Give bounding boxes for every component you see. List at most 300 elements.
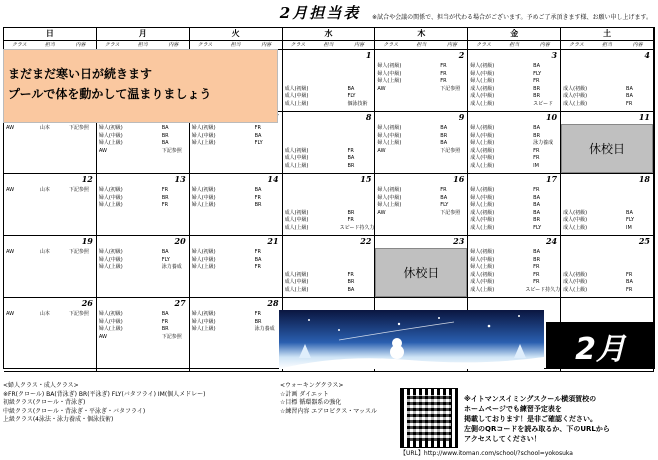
- class-name: 婦人(初級): [377, 63, 402, 69]
- day-number: 24: [545, 236, 558, 246]
- lesson-content: BR: [161, 194, 169, 201]
- class-name: 婦人(中級): [191, 318, 216, 325]
- instructor: [312, 225, 337, 233]
- instructor: [316, 279, 345, 287]
- lesson-list: [468, 63, 560, 109]
- class-name: AW: [377, 147, 386, 154]
- lesson-row: [190, 202, 282, 210]
- sub-header-label: クラス: [383, 42, 399, 48]
- class-name: 成人(上級): [563, 286, 588, 293]
- notice-text: ※試合や会議の関係で、担当が代わる場合がございます。予めご了承頂きます様、お願い申し上げます。: [372, 14, 652, 21]
- legend-line: 上級クラス(4泳法・泳力養成・個泳技術): [3, 416, 114, 423]
- lesson-content: [345, 187, 374, 195]
- lesson-list: [4, 311, 96, 319]
- instructor: [131, 125, 160, 133]
- instructor: [224, 187, 253, 195]
- lesson-content: BA: [161, 140, 169, 147]
- day-number: 15: [360, 174, 372, 184]
- instructor: [409, 133, 438, 141]
- lesson-content: BA: [533, 202, 541, 209]
- instructor: [316, 86, 345, 94]
- lesson-row: [283, 63, 375, 71]
- lesson-content: [345, 264, 374, 272]
- lesson-content: BR: [533, 93, 541, 100]
- lesson-row: [283, 279, 375, 287]
- class-name: 成人(初級): [284, 85, 309, 92]
- lesson-content: FR: [254, 311, 261, 317]
- walking-line: ☆目標 循環器系の強化: [280, 399, 342, 406]
- class-name: 婦人(上級): [470, 264, 495, 271]
- lesson-content: [624, 195, 653, 203]
- lesson-row: [468, 63, 560, 71]
- sub-header-label: 内容: [75, 42, 86, 48]
- legend-line: 初級クラス(クロール・背泳ぎ): [3, 399, 86, 406]
- lesson-content: 泳力養成: [533, 140, 554, 147]
- lesson-row: [190, 264, 282, 272]
- lesson-row: [561, 225, 653, 233]
- lesson-content: BA: [347, 155, 355, 162]
- instructor: [502, 155, 531, 163]
- class-name: [561, 63, 595, 71]
- closed-day-label: 休校日: [561, 124, 653, 173]
- instructor: [595, 101, 624, 109]
- instructor: [131, 187, 160, 195]
- day-number: 13: [174, 174, 186, 184]
- lesson-row: [283, 78, 375, 86]
- instructor: [316, 264, 345, 272]
- lesson-row: [468, 78, 560, 86]
- lesson-content: FR: [347, 271, 354, 278]
- lesson-content: FLY: [161, 256, 170, 263]
- instructor: [131, 311, 160, 319]
- class-name: 成人(上級): [284, 286, 309, 293]
- sub-header-label: クラス: [569, 42, 584, 48]
- instructor: [502, 101, 531, 109]
- lesson-row: [4, 125, 96, 133]
- instructor: [502, 257, 531, 265]
- lesson-row: [375, 140, 467, 148]
- class-name: 成人(中級): [470, 155, 495, 162]
- lesson-row: [283, 249, 375, 257]
- lesson-content: BR: [254, 202, 262, 209]
- class-name: 婦人(上級): [377, 202, 402, 209]
- class-name: 成人(中級): [284, 155, 309, 162]
- class-name: [561, 71, 595, 79]
- instructor: [595, 210, 624, 218]
- lesson-content: 泳力養成: [254, 326, 275, 333]
- lesson-row: [561, 202, 653, 210]
- day-cell: [561, 50, 654, 112]
- instructor: [316, 202, 345, 210]
- lesson-row: [283, 163, 375, 171]
- class-name: AW: [6, 249, 15, 255]
- lesson-content: BA: [347, 85, 355, 92]
- lesson-row: [190, 140, 282, 148]
- class-name: [283, 63, 317, 71]
- lesson-content: スピード: [533, 100, 553, 107]
- class-name: 婦人(中級): [470, 70, 495, 77]
- lesson-content: FLY: [626, 217, 635, 224]
- class-name: 成人(上級): [470, 100, 495, 107]
- sub-header-label: クラス: [290, 42, 306, 48]
- day-number: 3: [551, 50, 558, 60]
- class-name: 婦人(上級): [191, 202, 216, 209]
- lesson-content: BR: [254, 318, 262, 325]
- lesson-list: [283, 125, 375, 171]
- day-cell: [190, 236, 283, 298]
- lesson-content: FLY: [347, 93, 356, 100]
- lesson-content: [345, 249, 374, 257]
- lesson-content: FR: [161, 318, 169, 325]
- website-line: ※イトマンスイミングスクール横須賀校の: [464, 395, 597, 403]
- day-header: 日: [4, 28, 97, 41]
- instructor: [409, 187, 438, 195]
- class-name: 婦人(中級): [377, 70, 402, 77]
- class-name: 婦人(上級): [470, 140, 495, 147]
- instructor: [409, 86, 438, 94]
- lesson-content: BA: [533, 249, 541, 255]
- lesson-list: [283, 187, 375, 233]
- lesson-row: [190, 311, 282, 319]
- instructor: [131, 140, 160, 148]
- instructor: [502, 187, 531, 195]
- class-name: 成人(中級): [284, 217, 309, 224]
- lesson-row: [468, 287, 560, 295]
- lesson-row: [468, 155, 560, 163]
- lesson-row: [190, 125, 282, 133]
- class-name: 成人(上級): [470, 286, 495, 293]
- class-name: 婦人(上級): [377, 140, 402, 147]
- day-cell: [468, 50, 561, 112]
- lesson-content: FR: [533, 78, 540, 85]
- lesson-row: [97, 311, 189, 319]
- lesson-content: [345, 257, 374, 265]
- instructor: [409, 210, 438, 218]
- lesson-row: [283, 101, 375, 109]
- lesson-row: [561, 257, 653, 265]
- class-name: 婦人(中級): [98, 194, 123, 201]
- instructor: 山本: [39, 187, 50, 193]
- lesson-content: BA: [533, 125, 541, 131]
- instructor: [131, 148, 160, 156]
- day-cell: [97, 298, 190, 372]
- lesson-content: FR: [533, 155, 540, 162]
- lesson-content: 下記参照: [68, 125, 89, 131]
- sub-header-label: 担当: [323, 42, 334, 48]
- lesson-content: [345, 63, 374, 71]
- class-name: [283, 78, 317, 86]
- day-header: 木: [375, 28, 468, 41]
- lesson-list: [283, 249, 375, 295]
- instructor: [224, 311, 253, 319]
- lesson-row: [468, 93, 560, 101]
- instructor: [502, 78, 531, 86]
- sub-header-label: クラス: [104, 42, 120, 48]
- lesson-row: [468, 187, 560, 195]
- instructor: [502, 71, 531, 79]
- instructor: [224, 140, 253, 148]
- lesson-list: [283, 63, 375, 109]
- lesson-list: [561, 63, 653, 109]
- sub-header-label: 担当: [416, 42, 427, 48]
- instructor: [131, 326, 160, 334]
- lesson-row: [97, 264, 189, 272]
- instructor: [595, 93, 624, 101]
- day-header: 金: [468, 28, 561, 41]
- day-cell: [375, 112, 468, 174]
- class-name: 婦人(初級): [191, 311, 216, 317]
- lesson-row: [97, 249, 189, 257]
- class-name: [283, 202, 317, 210]
- instructor: [502, 140, 531, 148]
- class-name: 成人(中級): [470, 279, 495, 286]
- lesson-row: [468, 264, 560, 272]
- instructor: [316, 195, 345, 203]
- day-cell: [561, 174, 654, 236]
- lesson-row: [97, 202, 189, 210]
- lesson-content: BA: [254, 256, 262, 263]
- lesson-content: 下記参照: [161, 147, 182, 154]
- instructor: [224, 249, 253, 257]
- lesson-list: [97, 125, 189, 155]
- lesson-row: [283, 287, 375, 295]
- lesson-content: FR: [161, 187, 169, 193]
- class-name: 婦人(中級): [191, 256, 216, 263]
- lesson-content: BA: [161, 125, 169, 131]
- class-name: 成人(上級): [284, 100, 309, 107]
- lesson-content: BR: [533, 256, 541, 263]
- message-box: [3, 49, 278, 123]
- website-url-link[interactable]: 【URL】http://www.itoman.com/school/?school=yokosuka: [400, 450, 573, 457]
- instructor: [502, 195, 531, 203]
- class-name: 成人(初級): [470, 147, 495, 154]
- class-name: 成人(初級): [284, 209, 309, 216]
- day-number: 17: [545, 174, 558, 184]
- lesson-row: [468, 249, 560, 257]
- lesson-row: [97, 334, 189, 342]
- day-header: 土: [561, 28, 654, 41]
- instructor: [409, 71, 438, 79]
- lesson-list: [375, 187, 467, 217]
- lesson-row: [561, 249, 653, 257]
- instructor: [502, 210, 531, 218]
- class-name: 成人(上級): [470, 162, 495, 169]
- lesson-content: BR: [533, 132, 541, 139]
- lesson-row: [468, 101, 560, 109]
- lesson-row: [468, 125, 560, 133]
- class-name: 婦人(初級): [98, 249, 123, 255]
- instructor: [224, 125, 253, 133]
- lesson-content: BA: [626, 279, 633, 286]
- instructor: [316, 155, 345, 163]
- lesson-row: [283, 93, 375, 101]
- lesson-content: FR: [254, 249, 261, 255]
- class-name: 婦人(中級): [470, 256, 495, 263]
- day-cell: [97, 236, 190, 298]
- sub-header-label: クラス: [476, 42, 492, 48]
- class-name: 婦人(上級): [98, 326, 123, 333]
- lesson-list: [468, 249, 560, 295]
- lesson-row: [97, 125, 189, 133]
- lesson-row: [4, 311, 96, 319]
- lesson-list: [97, 311, 189, 341]
- lesson-content: FR: [161, 202, 169, 209]
- day-cell: [375, 236, 468, 298]
- lesson-row: [375, 148, 467, 156]
- day-cell: [375, 50, 468, 112]
- class-name: [561, 202, 595, 210]
- day-header: 月: [97, 28, 190, 41]
- sub-header: [561, 41, 654, 50]
- lesson-content: BR: [347, 279, 355, 286]
- lesson-content: FLY: [254, 140, 263, 147]
- instructor: [502, 202, 531, 210]
- day-cell: [190, 298, 283, 372]
- sub-header-label: 内容: [539, 42, 550, 48]
- qr-code-icon[interactable]: [400, 388, 458, 448]
- lesson-content: FR: [533, 187, 540, 193]
- instructor: [502, 272, 531, 280]
- instructor: [131, 319, 160, 327]
- instructor: [316, 140, 345, 148]
- page-title: 2月担当表: [279, 4, 361, 22]
- class-name: 婦人(中級): [377, 132, 402, 139]
- day-number: 10: [545, 112, 558, 122]
- instructor: [502, 93, 531, 101]
- class-name: 成人(初級): [470, 85, 495, 92]
- website-line: 左側のQRコードを読み取るか、下のURLから: [464, 425, 610, 433]
- lesson-content: [624, 187, 653, 195]
- lesson-row: [561, 217, 653, 225]
- instructor: [316, 101, 345, 109]
- class-name: [561, 249, 595, 257]
- instructor: [502, 148, 531, 156]
- instructor: [316, 125, 345, 133]
- class-name: AW: [6, 187, 15, 193]
- day-number: 21: [267, 236, 279, 246]
- sub-header-label: 担当: [44, 42, 55, 48]
- class-name: 婦人(中級): [377, 194, 402, 201]
- lesson-content: BA: [626, 93, 633, 100]
- lesson-content: [624, 264, 653, 272]
- class-name: 婦人(中級): [98, 318, 123, 325]
- lesson-row: [375, 78, 467, 86]
- lesson-row: [283, 71, 375, 79]
- lesson-list: [190, 249, 282, 272]
- legend-line: ※FR(クロール) BA(背泳ぎ) BR(平泳ぎ) FLY(バタフライ) IM(個人メドレー): [3, 390, 206, 398]
- lesson-content: FR: [440, 70, 447, 77]
- class-name: 婦人(上級): [98, 264, 123, 271]
- day-number: 8: [365, 112, 372, 122]
- sub-header-label: 内容: [446, 42, 457, 48]
- day-number: 18: [638, 174, 650, 184]
- lesson-list: [4, 125, 96, 133]
- instructor: [316, 71, 345, 79]
- lesson-content: BA: [161, 311, 169, 317]
- class-name: 成人(初級): [284, 147, 309, 154]
- day-cell: [561, 112, 654, 174]
- lesson-row: [561, 93, 653, 101]
- lesson-content: [345, 140, 374, 148]
- lesson-row: [283, 125, 375, 133]
- day-number: 2: [458, 50, 465, 60]
- class-name: [283, 257, 317, 265]
- lesson-row: [468, 279, 560, 287]
- lesson-content: 泳力養成: [161, 264, 182, 271]
- lesson-content: BR: [533, 85, 541, 92]
- class-name: 婦人(中級): [470, 132, 495, 139]
- day-header: 火: [190, 28, 283, 41]
- class-name: 婦人(中級): [98, 132, 123, 139]
- instructor: [224, 264, 253, 272]
- lesson-row: [283, 155, 375, 163]
- lesson-content: BR: [440, 132, 448, 139]
- lesson-content: BA: [254, 187, 262, 193]
- walking-line: ☆練習内容 エアロビクス・マッスル: [280, 407, 377, 415]
- day-number: 11: [638, 112, 650, 122]
- walking-line: ☆計画 ダイエット: [280, 390, 329, 398]
- class-name: [561, 78, 595, 86]
- lesson-row: [190, 326, 282, 334]
- class-name: [283, 249, 317, 257]
- closed-day-label: 休校日: [375, 248, 467, 297]
- day-cell: [283, 112, 376, 174]
- lesson-list: [468, 187, 560, 233]
- lesson-row: [561, 287, 653, 295]
- lesson-row: [561, 279, 653, 287]
- instructor: [316, 163, 345, 171]
- class-name: 成人(上級): [470, 224, 495, 231]
- class-name: AW: [6, 311, 15, 317]
- class-name: [283, 133, 317, 141]
- lesson-row: [375, 125, 467, 133]
- class-name: 婦人(上級): [98, 140, 123, 147]
- instructor: [502, 163, 531, 171]
- instructor: [595, 287, 624, 295]
- lesson-list: [561, 249, 653, 295]
- lesson-content: FR: [533, 279, 540, 286]
- lesson-content: FR: [533, 264, 540, 271]
- class-name: [283, 195, 317, 203]
- instructor: [502, 225, 531, 233]
- instructor: [595, 225, 624, 233]
- sub-header-label: 内容: [261, 42, 272, 48]
- lesson-content: [345, 202, 374, 210]
- lesson-content: FLY: [440, 202, 449, 209]
- class-name: 成人(中級): [563, 93, 588, 100]
- class-name: 婦人(初級): [470, 187, 495, 193]
- instructor: [498, 287, 523, 295]
- instructor: [502, 125, 531, 133]
- instructor: 山本: [39, 311, 50, 317]
- class-name: 婦人(中級): [191, 194, 216, 201]
- class-name: 成人(上級): [563, 224, 588, 231]
- sub-header-label: 担当: [137, 42, 148, 48]
- instructor: [131, 249, 160, 257]
- lesson-content: BR: [161, 326, 169, 333]
- class-name: 婦人(初級): [98, 187, 123, 193]
- instructor: [595, 279, 624, 287]
- sub-header-label: 内容: [632, 42, 643, 48]
- lesson-content: 下記参照: [161, 333, 182, 340]
- day-number: 25: [638, 236, 650, 246]
- lesson-row: [375, 202, 467, 210]
- sub-header-label: クラス: [197, 42, 213, 48]
- lesson-list: [97, 187, 189, 210]
- lesson-row: [375, 210, 467, 218]
- class-name: [283, 71, 317, 79]
- sub-header-label: 内容: [168, 42, 179, 48]
